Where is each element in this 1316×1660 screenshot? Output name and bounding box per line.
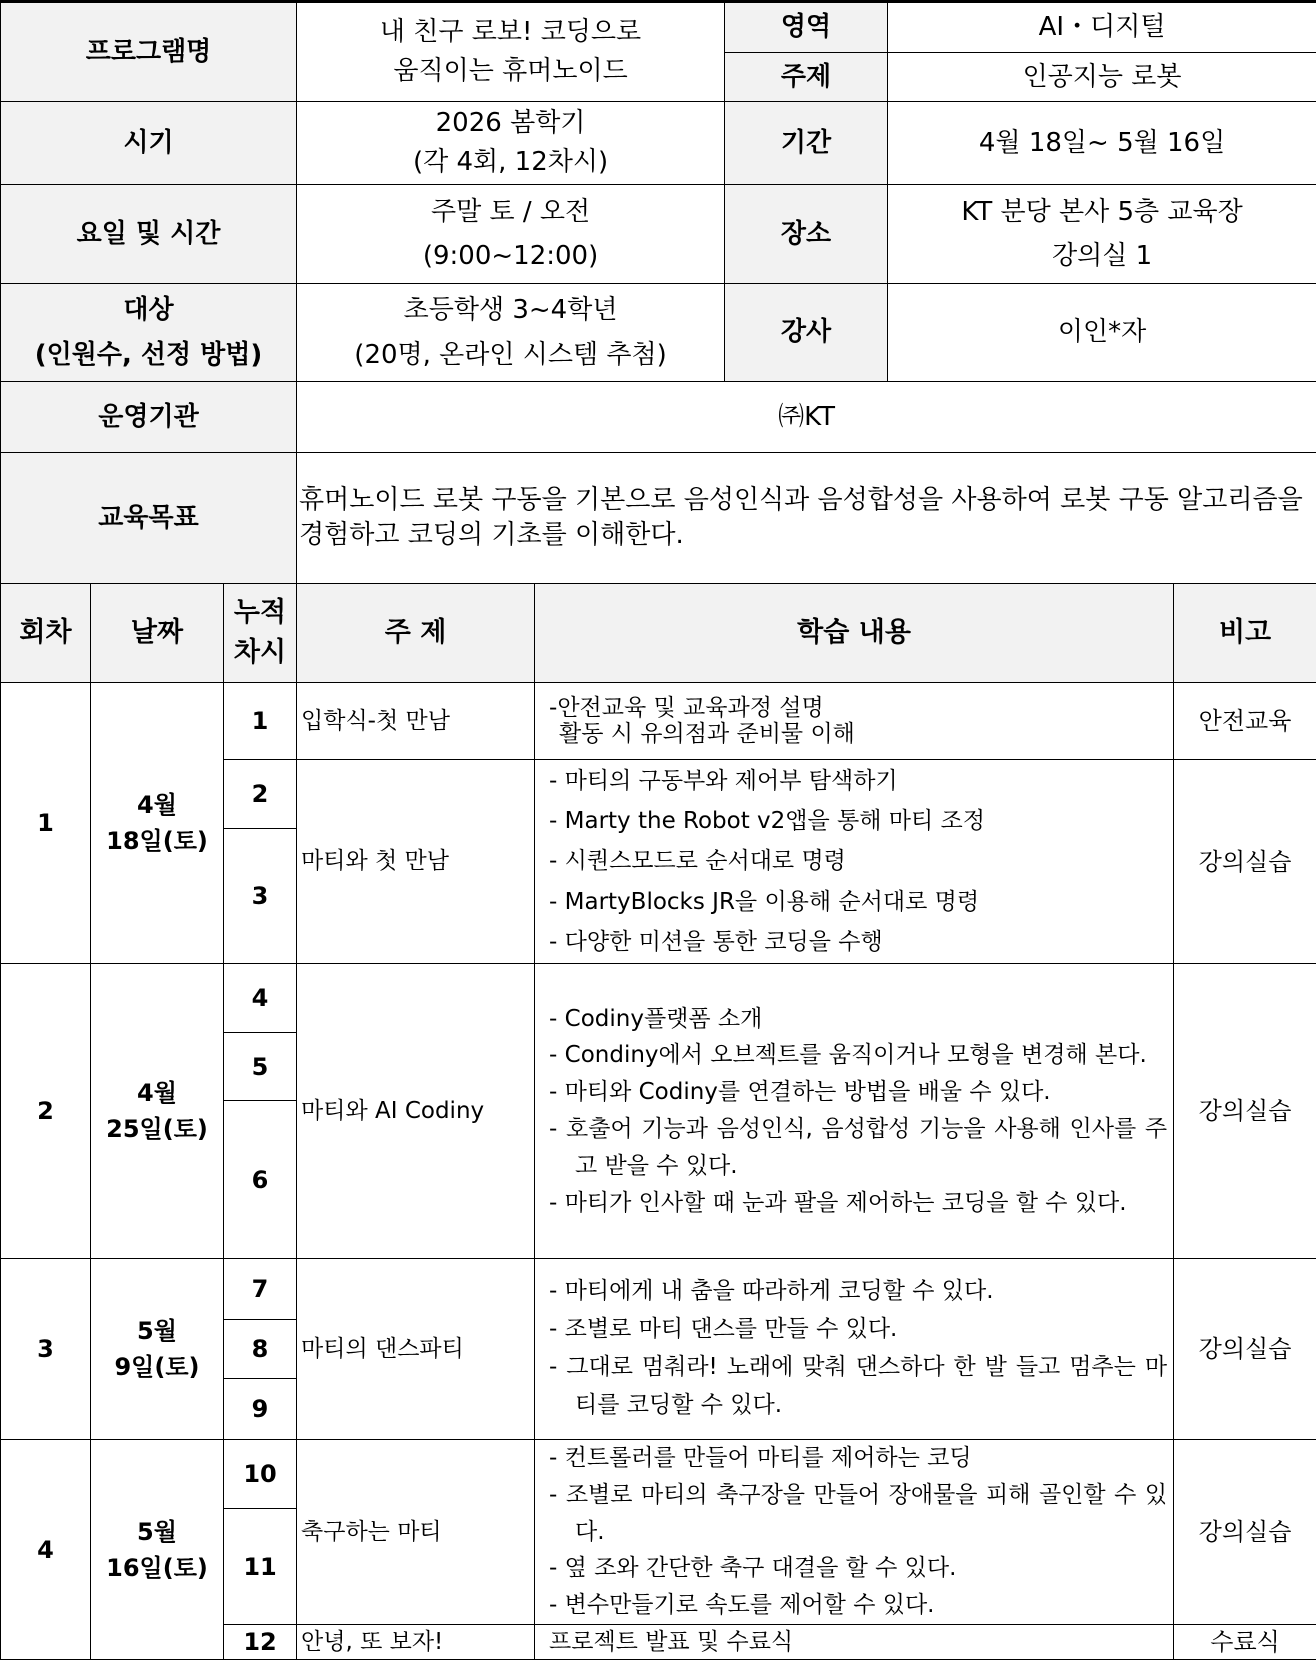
period-number: 11 xyxy=(224,1509,297,1625)
goal-label: 교육목표 xyxy=(1,453,297,584)
content-item: - 변수만들기로 속도를 제어할 수 있다. xyxy=(549,1592,935,1619)
content-item: - 마티와 Codiny를 연결하는 방법을 배울 수 있다. xyxy=(549,1079,1051,1106)
content-item: - 마티가 인사할 때 눈과 팔을 제어하는 코딩을 할 수 있다. xyxy=(549,1189,1127,1216)
header-topic: 주 제 xyxy=(297,584,535,683)
target-line: 초등학생 3~4학년 xyxy=(403,295,618,326)
place-line: KT 분당 본사 5층 교육장 xyxy=(961,196,1243,227)
target-line: (20명, 온라인 시스템 추첨) xyxy=(354,339,667,370)
content-item: - 다양한 미션을 통한 코딩을 수행 xyxy=(549,928,883,955)
session-date xyxy=(91,1440,224,1660)
place-value xyxy=(888,185,1316,284)
note: 강의실습 xyxy=(1174,1440,1316,1625)
place-label: 장소 xyxy=(725,185,888,284)
topic: 마티의 댄스파티 xyxy=(297,1259,535,1440)
duration-label: 기간 xyxy=(725,102,888,185)
org-value: ㈜KT xyxy=(297,382,1316,453)
topic: 안녕, 또 보자! xyxy=(297,1625,535,1660)
duration-value: 4월 18일~ 5월 16일 xyxy=(888,102,1316,185)
goal-value: 휴머노이드 로봇 구동을 기본으로 음성인식과 음성합성을 사용하여 로봇 구동 알고리즘을 경험하고 코딩의 기초를 이해한다. xyxy=(297,453,1316,584)
program-name-line: 내 친구 로보! 코딩으로 xyxy=(379,17,642,47)
period-number: 7 xyxy=(224,1259,297,1320)
date-line: 9일(토) xyxy=(114,1353,200,1381)
instructor-value: 이인*자 xyxy=(888,284,1316,382)
content-item: - 조별로 마티의 축구장을 만들어 장애물을 피해 골인할 수 있다. xyxy=(549,1481,1168,1545)
content-item: - MartyBlocks JR을 이용해 순서대로 명령 xyxy=(549,888,980,915)
content-item: - 시퀀스모드로 순서대로 명령 xyxy=(549,848,846,875)
session-date xyxy=(91,964,224,1259)
day-time-label: 요일 및 시간 xyxy=(1,185,297,284)
header-note: 비고 xyxy=(1174,584,1316,683)
date-line: 4월 xyxy=(137,791,177,819)
note: 강의실습 xyxy=(1174,964,1316,1259)
content-item: - 컨트롤러를 만들어 마티를 제어하는 코딩 xyxy=(549,1445,972,1471)
period-value xyxy=(297,102,725,185)
date-line: 5월 xyxy=(137,1517,177,1546)
period-number: 4 xyxy=(224,964,297,1033)
note: 강의실습 xyxy=(1174,1259,1316,1440)
topic: 마티와 첫 만남 xyxy=(297,760,535,964)
session-number: 2 xyxy=(1,964,91,1259)
note: 강의실습 xyxy=(1174,760,1316,964)
content xyxy=(535,1440,1174,1625)
table-row xyxy=(1,1440,1316,1509)
period-number: 9 xyxy=(224,1379,297,1440)
place-line: 강의실 1 xyxy=(1051,241,1153,271)
content xyxy=(535,1259,1174,1440)
content-item: - 그대로 멈춰라! 노래에 맞춰 댄스하다 한 발 들고 멈추는 마티를 코딩할 수 있다. xyxy=(549,1354,1168,1418)
period-number: 3 xyxy=(224,829,297,964)
period-number: 12 xyxy=(224,1625,297,1660)
date-line: 18일(토) xyxy=(106,827,208,855)
session-date xyxy=(91,1259,224,1440)
content-item: 활동 시 유의점과 준비물 이해 xyxy=(559,721,855,747)
table-row xyxy=(1,683,1316,760)
day-line: 주말 토 / 오전 xyxy=(430,196,591,227)
time-line: (9:00~12:00) xyxy=(422,241,599,271)
content-item: - 마티의 구동부와 제어부 탐색하기 xyxy=(549,767,898,794)
header-line: 차시 xyxy=(233,637,287,668)
instructor-label: 강사 xyxy=(725,284,888,382)
target-label xyxy=(1,284,297,382)
content-item: - Codiny플랫폼 소개 xyxy=(549,1005,763,1032)
header-cumulative xyxy=(224,584,297,683)
table-row xyxy=(1,1259,1316,1320)
header-date: 날짜 xyxy=(91,584,224,683)
topic: 축구하는 마티 xyxy=(297,1440,535,1625)
topic: 입학식-첫 만남 xyxy=(297,683,535,760)
header-session: 회차 xyxy=(1,584,91,683)
content-item: - Marty the Robot v2앱을 통해 마티 조정 xyxy=(549,808,985,835)
topic: 마티와 AI Codiny xyxy=(297,964,535,1259)
session-number: 1 xyxy=(1,683,91,964)
period-number: 10 xyxy=(224,1440,297,1509)
content-item: - 마티에게 내 춤을 따라하게 코딩할 수 있다. xyxy=(549,1278,994,1305)
area-value: AI・디지털 xyxy=(888,2,1316,53)
target-label-line: 대상 xyxy=(123,295,174,326)
header-content: 학습 내용 xyxy=(535,584,1174,683)
period-number: 1 xyxy=(224,683,297,760)
target-value xyxy=(297,284,725,382)
day-time-value xyxy=(297,185,725,284)
content-item: -안전교육 및 교육과정 설명 xyxy=(549,694,824,721)
content-item: 프로젝트 발표 및 수료식 xyxy=(549,1628,794,1655)
period-label: 시기 xyxy=(1,102,297,185)
content xyxy=(535,760,1174,964)
content-item: - 호출어 기능과 음성인식, 음성합성 기능을 사용해 인사를 주고 받을 수 있다. xyxy=(549,1116,1168,1179)
period-line: 2026 봄학기 xyxy=(435,108,586,138)
content xyxy=(535,683,1174,760)
content-item: - 조별로 마티 댄스를 만들 수 있다. xyxy=(549,1316,898,1343)
theme-label: 주제 xyxy=(725,53,888,102)
session-number: 4 xyxy=(1,1440,91,1660)
program-name-label: 프로그램명 xyxy=(1,2,297,102)
content-item: - Condiny에서 오브젝트를 움직이거나 모형을 변경해 본다. xyxy=(549,1042,1147,1069)
content xyxy=(535,1625,1174,1660)
area-label: 영역 xyxy=(725,2,888,53)
date-line: 5월 xyxy=(137,1317,177,1345)
program-name-line: 움직이는 휴머노이드 xyxy=(393,56,628,86)
date-line: 16일(토) xyxy=(106,1553,208,1582)
date-line: 25일(토) xyxy=(106,1115,208,1143)
theme-value: 인공지능 로봇 xyxy=(888,53,1316,102)
period-line: (각 4회, 12차시) xyxy=(412,147,609,177)
table-row xyxy=(1,964,1316,1033)
period-number: 2 xyxy=(224,760,297,829)
header-line: 누적 xyxy=(233,596,287,628)
content xyxy=(535,964,1174,1259)
program-name-value xyxy=(297,2,725,102)
session-number: 3 xyxy=(1,1259,91,1440)
content-item: - 옆 조와 간단한 축구 대결을 할 수 있다. xyxy=(549,1555,957,1582)
target-label-line: (인원수, 선정 방법) xyxy=(34,339,263,370)
period-number: 6 xyxy=(224,1101,297,1259)
note: 수료식 xyxy=(1174,1625,1316,1660)
note: 안전교육 xyxy=(1174,683,1316,760)
org-label: 운영기관 xyxy=(1,382,297,453)
period-number: 5 xyxy=(224,1033,297,1101)
period-number: 8 xyxy=(224,1320,297,1379)
session-date xyxy=(91,683,224,964)
date-line: 4월 xyxy=(137,1079,177,1107)
